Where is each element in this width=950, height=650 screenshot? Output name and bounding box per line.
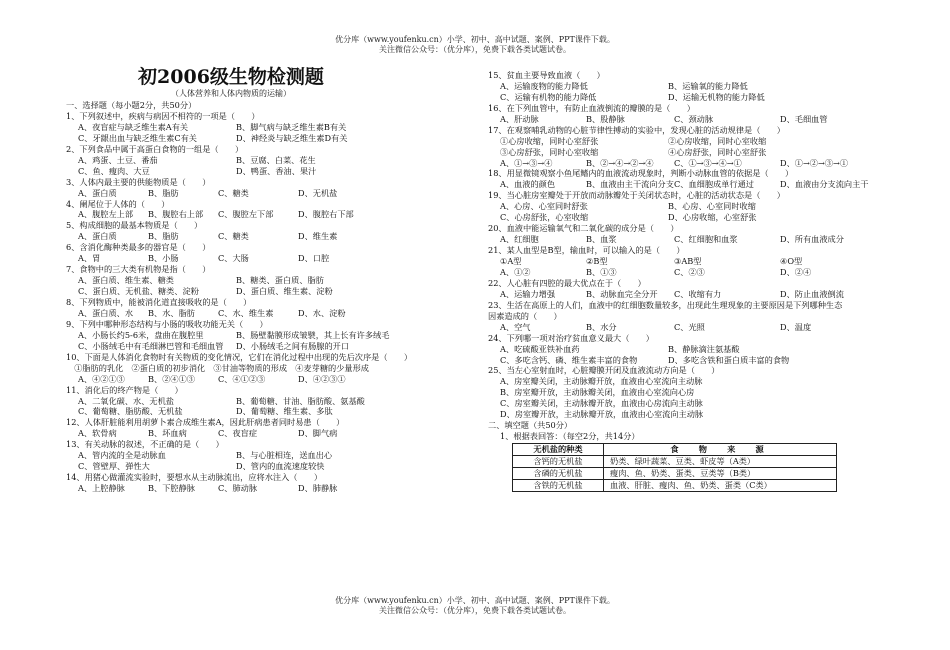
page-title: 初2006级生物检测题	[138, 66, 324, 88]
answer-option: D、多吃含铁和蛋白质丰富的食物	[668, 354, 790, 365]
question-text: 2、下列食品中属于高蛋白食物的一组是（ ）	[66, 143, 244, 154]
answer-option: D、管内的血流速度较快	[236, 461, 325, 472]
question-text: 4、阑尾位于人体的（ ）	[66, 198, 170, 209]
answer-option: C、牙龈出血与缺乏维生素C有关	[78, 132, 197, 143]
table-row	[513, 456, 837, 468]
answer-option: C、红细胞和血浆	[674, 234, 738, 245]
answer-option: A、④②①③	[78, 373, 125, 384]
question-text: 22、人心脏有四腔的最大优点在于（ ）	[488, 277, 646, 288]
table-cell: 含磷的无机盐	[513, 468, 604, 480]
answer-option: C、收缩有力	[674, 288, 722, 299]
table-row	[513, 480, 837, 492]
section-fill-heading: 二、填空题（共50分）	[488, 420, 573, 431]
answer-option: A、红细胞	[500, 234, 539, 245]
answer-option: D、蛋白质、维生素、淀粉	[236, 286, 333, 297]
question-text: ①脂肪的乳化 ②蛋白质的初步消化 ③甘油等物质的形成 ④麦芽糖的少量形成	[66, 362, 369, 373]
answer-option: ②心房收缩，同时心室收缩	[668, 135, 767, 146]
question-text: 5、构成细胞的最基本物质是（ ）	[66, 220, 203, 231]
option-row	[66, 428, 466, 439]
option-row	[66, 308, 466, 319]
answer-option: B、运输氧的能力降低	[668, 80, 748, 91]
question-text: 13、有关动脉的叙述，不正确的是（ ）	[66, 439, 224, 450]
option-row	[488, 267, 908, 278]
answer-option: B、豆腐、白菜、花生	[236, 154, 316, 165]
answer-option: C、夜盲症	[218, 428, 258, 439]
option-row	[488, 355, 908, 366]
option-row	[488, 212, 908, 223]
answer-option: ③AB型	[674, 256, 702, 267]
answer-option: D、②④	[780, 266, 812, 277]
answer-option: A、蛋白质、维生素、糖类	[78, 275, 174, 286]
option-row	[66, 450, 466, 461]
answer-option: A、蛋白质、水	[78, 307, 134, 318]
answer-option: A、二氧化碳、水、无机盐	[78, 395, 174, 406]
option-row	[488, 201, 908, 212]
option-row	[488, 398, 908, 409]
answer-option: A、软骨病	[78, 428, 117, 439]
option-row	[488, 387, 908, 398]
answer-option: C、水、维生素	[218, 307, 274, 318]
left-column	[66, 66, 466, 494]
option-row	[488, 234, 908, 245]
answer-option: C、蛋白质、无机盐、糖类、淀粉	[78, 286, 199, 297]
option-row	[488, 179, 908, 190]
answer-option: B、水、脂肪	[148, 307, 195, 318]
answer-option: B、房室瓣开放，主动脉瓣关闭，血液由心室流向心房	[500, 387, 695, 398]
option-row	[66, 286, 466, 297]
answer-option: ①心房收缩，同时心室舒张	[500, 135, 599, 146]
answer-option: C、心房舒张，心室收缩	[500, 212, 589, 223]
question-text: 25、当左心室射血时，心脏瓣膜开闭及血液流动方向是（ ）	[488, 365, 720, 376]
answer-option: D、所有血液成分	[780, 234, 844, 245]
answer-option: C、运输有机物的能力降低	[500, 91, 597, 102]
table-header-cell: 食 物 来 源	[604, 444, 837, 456]
answer-option: C、血细胞成单行通过	[674, 179, 754, 190]
answer-option: D、腹腔右下部	[298, 209, 354, 220]
answer-option: C、葡萄糖、脂肪酸、无机盐	[78, 406, 183, 417]
answer-option: B、①③	[586, 266, 617, 277]
answer-option: D、毛细血管	[780, 113, 828, 124]
option-row	[66, 341, 466, 352]
answer-option: C、管壁厚、弹性大	[78, 461, 150, 472]
answer-option: A、管内流的全是动脉血	[78, 450, 166, 461]
option-row	[488, 81, 908, 92]
answer-option: D、房室瓣开放，主动脉瓣开放，血液由心室流向主动脉	[500, 409, 704, 420]
answer-option: A、①②	[500, 266, 531, 277]
answer-option: A、空气	[500, 321, 531, 332]
answer-option: ③心房舒张，同时心室收缩	[500, 146, 599, 157]
answer-option: C、①→③→④→①	[674, 157, 742, 168]
option-row	[488, 376, 908, 387]
answer-option: D、①→②→③→①	[780, 157, 849, 168]
answer-option: B、坏血病	[148, 428, 187, 439]
answer-option: D、口腔	[298, 253, 330, 264]
answer-option: A、上腔静脉	[78, 483, 125, 494]
question-text: 23、生活在高原上的人们，血液中的红细胞数量较多，出现此生理现象的主要原因是下列哪种生态	[488, 299, 843, 310]
question-text: 1、下列叙述中，疾病与病因不相符的一项是（ ）	[66, 110, 260, 121]
answer-option: B、脚气病与缺乏维生素B有关	[236, 121, 347, 132]
option-row	[488, 322, 908, 333]
answer-option: A、胃	[78, 253, 101, 264]
answer-option: B、②→④→②→④	[586, 157, 654, 168]
answer-option: A、血液的颜色	[500, 179, 556, 190]
option-row	[488, 256, 908, 267]
option-row	[66, 275, 466, 286]
footer-line-1: 优分库（www.youfenku.cn）小学、初中、高中试题、案例、PPT课件下载。	[335, 596, 615, 605]
answer-option: B、与心脏相连，送血出心	[236, 450, 333, 461]
answer-option: C、肺动脉	[218, 483, 258, 494]
question-text: 7、食物中的三大类有机物是指（ ）	[66, 264, 211, 275]
question-text: 16、在下列血管中，有防止血液倒流的瓣膜的是（ ）	[488, 102, 695, 113]
answer-option: C、小肠绒毛中有毛细淋巴管和毛细血管	[78, 340, 224, 351]
question-text: 10、下面是人体消化食物时有关物质的变化情况，它们在消化过程中出现的先后次序是（ ）	[66, 351, 413, 362]
option-row	[66, 155, 466, 166]
answer-option: D、无机盐	[298, 187, 338, 198]
option-row	[66, 231, 466, 242]
option-row	[488, 147, 908, 158]
answer-option: C、鱼、瘦肉、大豆	[78, 165, 150, 176]
answer-option: A、①→③→④	[500, 157, 553, 168]
answer-option: D、葡萄糖、维生素、多肽	[236, 406, 333, 417]
answer-option: C、多吃含钙、磷、维生素丰富的食物	[500, 354, 638, 365]
header-line-1: 优分库（www.youfenku.cn）小学、初中、高中试题、案例、PPT课件下载。	[335, 35, 615, 44]
question-text: 11、消化后的终产物是（ ）	[66, 384, 183, 395]
answer-option: B、血液由主干流向分支	[586, 179, 674, 190]
option-row	[488, 289, 908, 300]
option-row	[66, 209, 466, 220]
option-row	[66, 396, 466, 407]
left-question-list	[66, 111, 466, 494]
answer-option: B、葡萄糖、甘油、脂肪酸、氨基酸	[236, 395, 365, 406]
option-row	[66, 483, 466, 494]
answer-option: C、腹腔左下部	[218, 209, 274, 220]
option-row	[66, 122, 466, 133]
question-text: 17、在观察哺乳动物的心脏节律性搏动的实验中，发现心脏的活动规律是（ ）	[488, 124, 785, 135]
mineral-table	[512, 443, 837, 492]
answer-option: B、动脉血完全分开	[586, 288, 658, 299]
table-cell: 含钙的无机盐	[513, 456, 604, 468]
answer-option: D、心房收缩，心室舒张	[668, 212, 757, 223]
answer-option: C、颈动脉	[674, 113, 714, 124]
answer-option: D、鸭蛋、香油、果汁	[236, 165, 317, 176]
option-row	[66, 374, 466, 385]
table-header-cell: 无机盐的种类	[513, 444, 604, 456]
answer-option: D、④②③①	[298, 373, 346, 384]
option-row	[488, 92, 908, 103]
question-text: 21、某人血型是B型，输血时，可以输入的是（ ）	[488, 245, 685, 256]
header-line-2: 关注微信公众号：（优分库），免费下载各类试题试卷。	[379, 45, 571, 54]
question-text: 19、当心脏房室瓣处于开放而动脉瓣处于关闭状态时，心脏的活动状态是（ ）	[488, 190, 785, 201]
right-column	[488, 70, 908, 492]
option-row	[488, 158, 908, 169]
answer-option: B、糖类、蛋白质、脂肪	[236, 275, 324, 286]
table-row	[513, 468, 837, 480]
answer-option: D、维生素	[298, 231, 338, 242]
question-text: 8、下列物质中，能被消化道直接吸收的是（ ）	[66, 297, 252, 307]
option-row	[66, 406, 466, 417]
answer-option: B、股静脉	[586, 113, 625, 124]
question-text: 14、用猪心做灌流实验时，要想水从主动脉流出，应将水注入（ ）	[66, 472, 323, 483]
option-row	[488, 136, 908, 147]
section-choice-heading: 一、选择题（每小题2分，共50分）	[66, 100, 197, 110]
answer-option: B、脂肪	[148, 231, 179, 242]
answer-option: A、小肠长约5-6米，盘曲在腹腔里	[78, 329, 204, 340]
answer-option: D、脚气病	[298, 428, 338, 439]
answer-option: B、心房、心室同时收缩	[668, 201, 756, 212]
answer-option: B、下腔静脉	[148, 483, 195, 494]
answer-option: D、肺静脉	[298, 483, 338, 494]
answer-option: A、运输力增强	[500, 288, 556, 299]
answer-option: B、肠壁黏膜形成皱襞，其上长有许多绒毛	[236, 329, 390, 340]
option-row	[488, 114, 908, 125]
answer-option: B、水分	[586, 321, 617, 332]
table-cell: 瘦肉、鱼、奶类、蛋类、豆类等（B类）	[604, 468, 837, 480]
answer-option: A、运输废物的能力降低	[500, 80, 588, 91]
question-text: 18、用显微镜观察小鱼尾鳍内的血液流动现象时，判断小动脉血管的依据是（ ）	[488, 168, 794, 179]
answer-option: B、静脉滴注氨基酸	[668, 343, 740, 354]
answer-option: A、吃硫酸亚铁补血药	[500, 343, 580, 354]
option-row	[66, 188, 466, 199]
answer-option: D、小肠绒毛之间有肠腺的开口	[236, 340, 350, 351]
option-row	[488, 344, 908, 355]
table-cell: 含铁的无机盐	[513, 480, 604, 492]
question-text: 3、人体内最主要的供能物质是（ ）	[66, 176, 211, 187]
page-footer	[0, 596, 950, 616]
answer-option: D、温度	[780, 321, 812, 332]
answer-option: B、腹腔右上部	[148, 209, 204, 220]
answer-option: D、水、淀粉	[298, 307, 346, 318]
fill-question-1: 1、根据表回答：（每空2分，共14分）	[500, 431, 640, 442]
answer-option: ④心房舒张，同时心室舒张	[668, 146, 767, 157]
option-row	[66, 166, 466, 177]
answer-option: ①A型	[500, 256, 522, 267]
answer-option: B、血浆	[586, 234, 617, 245]
table-cell: 奶类、绿叶蔬菜、豆类、虾皮等（A类）	[604, 456, 837, 468]
answer-option: C、房室瓣关闭，主动脉瓣开放，血液由心房流向主动脉	[500, 398, 703, 409]
table-cell: 血液、肝脏、瘦肉、鱼、奶类、蛋类（C类）	[604, 480, 837, 492]
question-text: 24、下列哪一项对治疗贫血意义最大（ ）	[488, 332, 654, 343]
answer-option: B、小肠	[148, 253, 179, 264]
option-row	[66, 133, 466, 144]
answer-option: D、运输无机物的能力降低	[668, 91, 765, 102]
answer-option: C、④①②③	[218, 373, 266, 384]
answer-option: C、糖类	[218, 231, 249, 242]
question-text: 9、下列中哪种形态结构与小肠的吸收功能无关（ ）	[66, 318, 268, 329]
question-text: 20、血液中能运输氧气和二氧化碳的成分是（ ）	[488, 223, 679, 234]
option-row	[66, 461, 466, 472]
question-text: 因素造成的（ ）	[488, 310, 562, 321]
option-row	[66, 330, 466, 341]
answer-option: A、蛋白质	[78, 231, 117, 242]
answer-option: A、心房、心室同时舒张	[500, 201, 588, 212]
answer-option: B、②④①③	[148, 373, 195, 384]
answer-option: D、防止血液倒流	[780, 288, 844, 299]
option-row	[488, 409, 908, 420]
answer-option: A、房室瓣关闭，主动脉瓣开放，血液由心室流向主动脉	[500, 376, 703, 387]
answer-option: C、糖类	[218, 187, 249, 198]
answer-option: B、脂肪	[148, 187, 179, 198]
answer-option: A、鸡蛋、土豆、番茄	[78, 154, 158, 165]
footer-line-2: 关注微信公众号：（优分库），免费下载各类试题试卷。	[379, 606, 571, 615]
question-text: 12、人体肝脏能利用胡萝卜素合成维生素A，因此肝病患者同时易患（ ）	[66, 417, 345, 428]
page-subtitle: （人体营养和人体内物质的运输）	[171, 89, 291, 98]
answer-option: A、腹腔左上部	[78, 209, 134, 220]
answer-option: D、神经炎与缺乏维生素D有关	[236, 132, 348, 143]
answer-option: A、肝动脉	[500, 113, 539, 124]
answer-option: ②B型	[586, 256, 608, 267]
answer-option: C、②③	[674, 266, 705, 277]
answer-option: C、光照	[674, 321, 705, 332]
right-question-list	[488, 70, 908, 420]
page-header	[0, 35, 950, 55]
answer-option: C、大肠	[218, 253, 249, 264]
question-text: 6、含消化酶种类最多的器官是（ ）	[66, 242, 211, 253]
answer-option: A、蛋白质	[78, 187, 117, 198]
answer-option: ④O型	[780, 256, 803, 267]
table-header-row	[513, 444, 837, 456]
answer-option: A、夜盲症与缺乏维生素A有关	[78, 121, 189, 132]
question-text: 15、贫血主要导致血液（ ）	[488, 70, 605, 80]
answer-option: D、血液由分支流向主干	[780, 179, 869, 190]
option-row	[66, 253, 466, 264]
